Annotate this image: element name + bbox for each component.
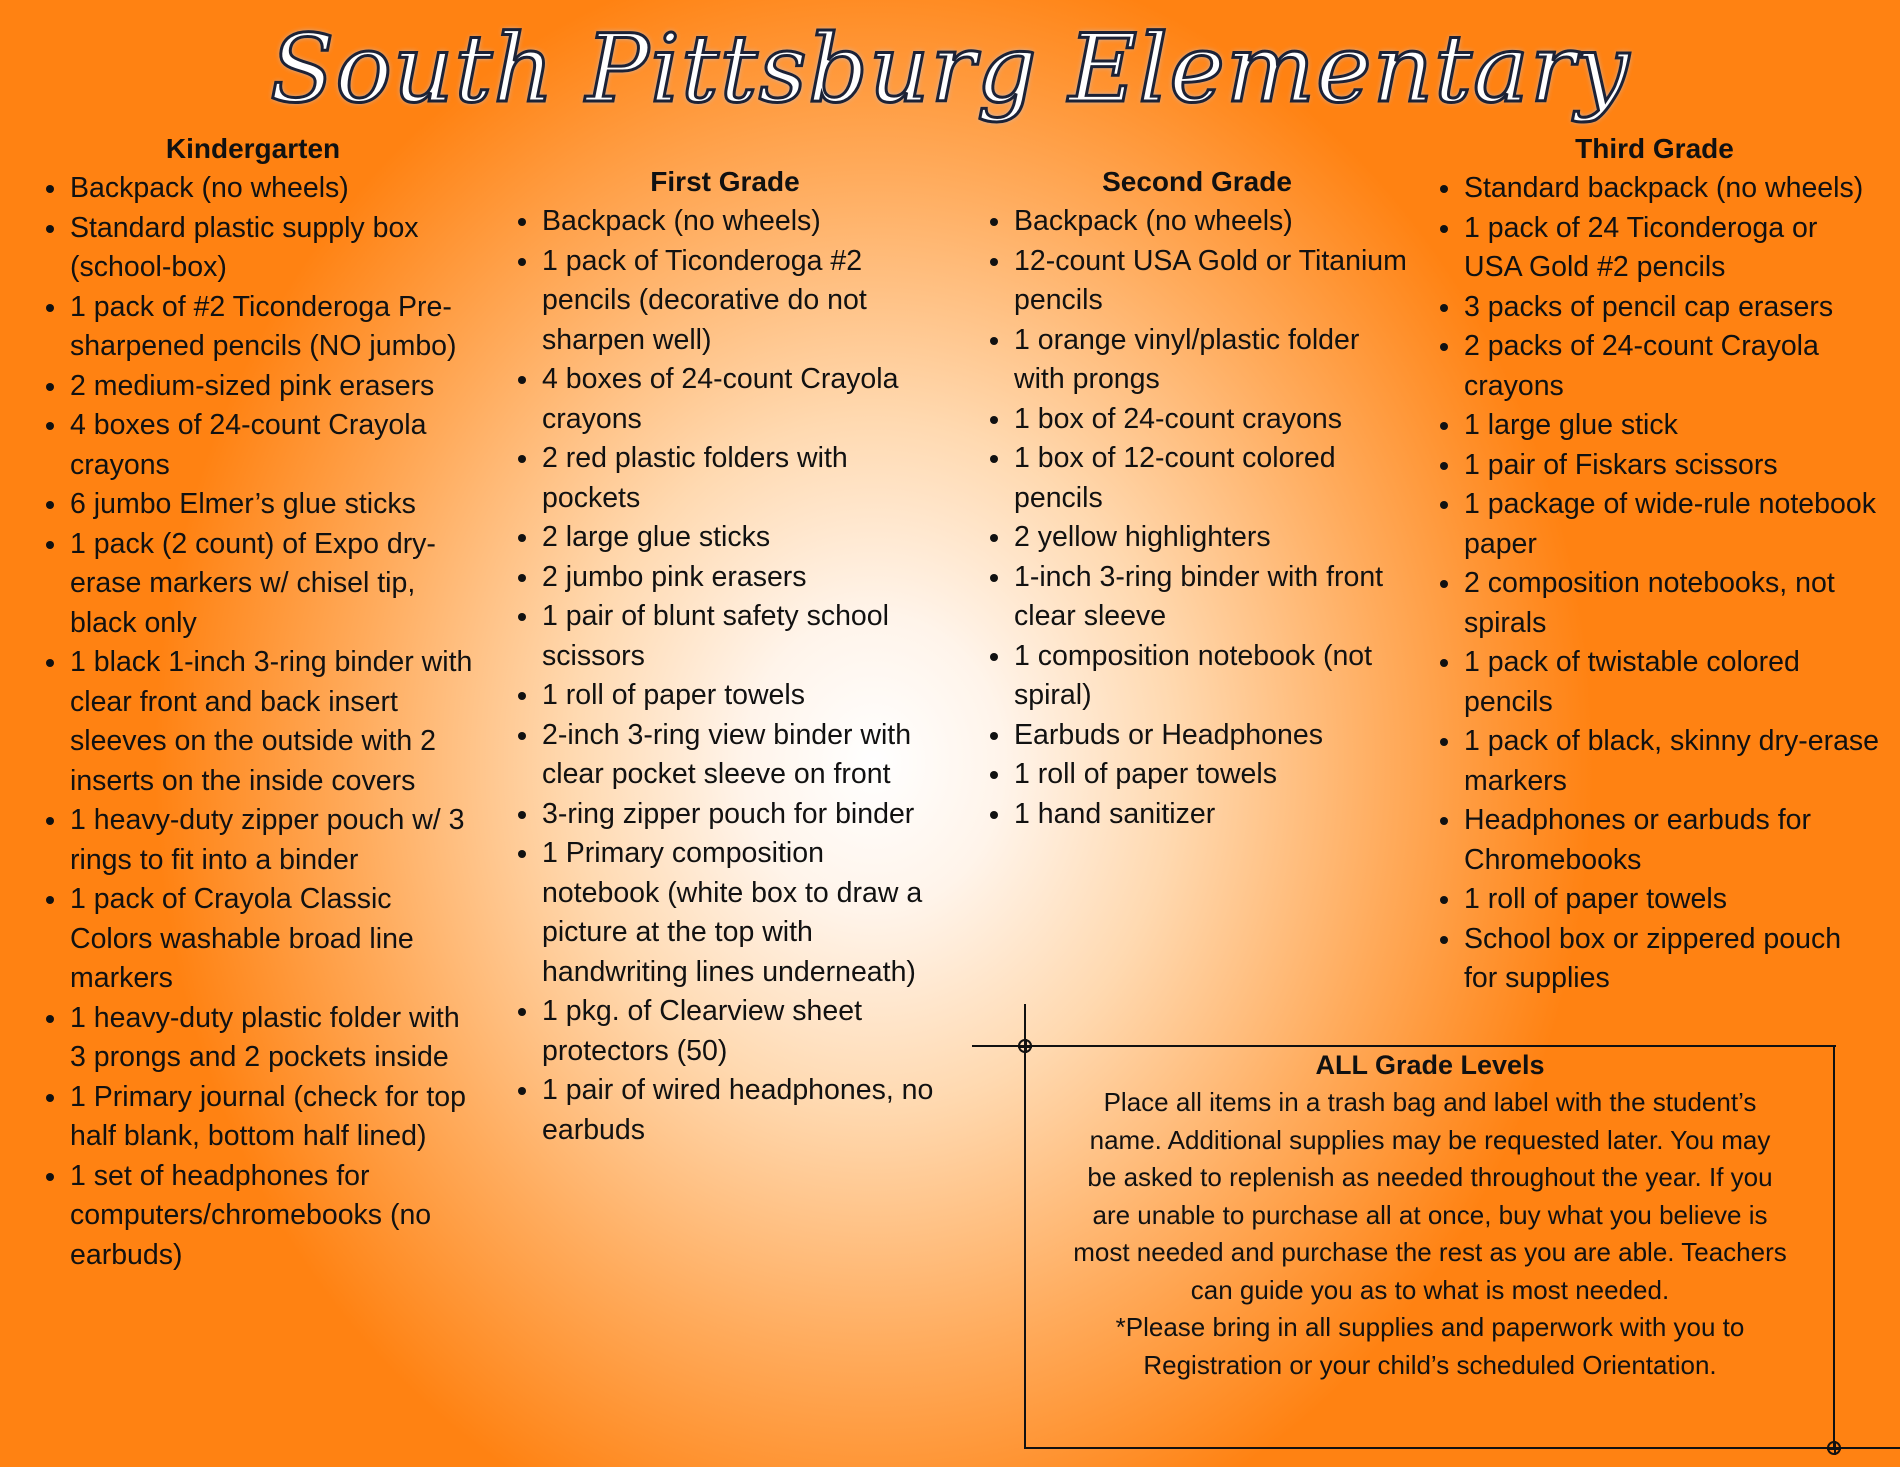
supply-item: • 1 heavy-duty plastic folder with 3 prongs and 2 pockets inside xyxy=(69,999,473,1078)
note-line: can guide you as to what is most needed. xyxy=(1190,1274,1670,1305)
supply-item: • 2 packs of 24-count Crayola crayons xyxy=(1463,327,1882,406)
supply-item: • 1 roll of paper towels xyxy=(1463,880,1882,920)
supply-item: • 1 heavy-duty zipper pouch w/ 3 rings to fit into a binder xyxy=(69,801,473,880)
supply-item: • 1 Primary journal (check for top half blank, bottom half lined) xyxy=(69,1078,473,1157)
column-heading: First Grade xyxy=(650,166,800,197)
supply-item: • 1 pack (2 count) of Expo dry-erase markers w/ chisel tip, black only xyxy=(69,525,473,644)
note-heading: ALL Grade Levels xyxy=(1315,1050,1545,1080)
supply-item: • 2 medium-sized pink erasers xyxy=(69,367,473,407)
note-line: most needed and purchase the rest as you are able. Teachers xyxy=(1073,1237,1787,1267)
supply-item: • 1 pack of twistable colored pencils xyxy=(1463,643,1882,722)
supply-item: • Backpack (no wheels) xyxy=(541,202,945,242)
note-line: Place all items in a trash bag and label with the student’s xyxy=(1103,1087,1757,1117)
supply-item: • 1 box of 24-count crayons xyxy=(1013,400,1417,440)
supply-item: • Backpack (no wheels) xyxy=(1013,202,1417,242)
supply-list xyxy=(1427,169,1882,999)
note-line: be asked to replenish as needed throughout the year. If you xyxy=(1087,1162,1773,1192)
second-grade-column xyxy=(977,164,1417,834)
supply-item: • 2 yellow highlighters xyxy=(1013,518,1417,558)
note-line: are unable to purchase all at once, buy what you believe is xyxy=(1092,1199,1768,1230)
supply-item: • 1 pack of 24 Ticonderoga or USA Gold #2 pencils xyxy=(1463,209,1882,288)
supply-item: • 6 jumbo Elmer’s glue sticks xyxy=(69,485,473,525)
supply-item: • 1 box of 12-count colored pencils xyxy=(1013,439,1417,518)
supply-item: • School box or zippered pouch for supplies xyxy=(1463,920,1882,999)
supply-item: • 1 roll of paper towels xyxy=(1013,755,1417,795)
supply-item: • 1 pair of blunt safety school scissors xyxy=(541,597,945,676)
third-grade-column xyxy=(1427,131,1882,999)
supply-item: • 1 orange vinyl/plastic folder with prongs xyxy=(1013,321,1417,400)
page-title: South Pittsburg Elementary xyxy=(270,15,1630,124)
frame-bottom-line xyxy=(1024,1447,1900,1449)
supply-item: • 1 pack of black, skinny dry-erase markers xyxy=(1463,722,1882,801)
supply-item: • 1 set of headphones for computers/chromebooks (no earbuds) xyxy=(69,1157,473,1276)
supply-item: • 2 large glue sticks xyxy=(541,518,945,558)
supply-item: • Backpack (no wheels) xyxy=(69,169,473,209)
supply-item: • 3 packs of pencil cap erasers xyxy=(1463,288,1882,328)
supply-item: • 1 hand sanitizer xyxy=(1013,795,1417,835)
supply-item: • 1 pack of #2 Ticonderoga Pre-sharpened pencils (NO jumbo) xyxy=(69,288,473,367)
kindergarten-column xyxy=(33,131,473,1275)
first-grade-column xyxy=(505,164,945,1150)
supply-item: • 4 boxes of 24-count Crayola crayons xyxy=(541,360,945,439)
supply-item: • 2 composition notebooks, not spirals xyxy=(1463,564,1882,643)
note-line: *Please bring in all supplies and paperwork with you to xyxy=(1115,1312,1745,1342)
supply-item: • Headphones or earbuds for Chromebooks xyxy=(1463,801,1882,880)
supply-item: • 1 large glue stick xyxy=(1463,406,1882,446)
supply-item: • 3-ring zipper pouch for binder xyxy=(541,795,945,835)
supply-item: • 4 boxes of 24-count Crayola crayons xyxy=(69,406,473,485)
note-line: Registration or your child’s scheduled Orientation. xyxy=(1143,1349,1717,1380)
supply-item: • 1 roll of paper towels xyxy=(541,676,945,716)
supply-list xyxy=(977,202,1417,834)
supply-item: • Standard plastic supply box (school-box) xyxy=(69,209,473,288)
note-line: name. Additional supplies may be requested later. You may xyxy=(1089,1124,1771,1155)
supply-item: • 1 pack of Crayola Classic Colors washable broad line markers xyxy=(69,880,473,999)
column-heading: Third Grade xyxy=(1575,133,1734,164)
supply-item: • 1 package of wide-rule notebook paper xyxy=(1463,485,1882,564)
supply-item: • 2-inch 3-ring view binder with clear pocket sleeve on front xyxy=(541,716,945,795)
all-grade-levels-note xyxy=(1025,1046,1835,1384)
supply-item: • 1 pack of Ticonderoga #2 pencils (decorative do not sharpen well) xyxy=(541,242,945,361)
supply-item: • 2 jumbo pink erasers xyxy=(541,558,945,598)
column-heading: Kindergarten xyxy=(165,133,341,164)
supply-item: • 1 pair of Fiskars scissors xyxy=(1463,446,1882,486)
supply-item: • 1 black 1-inch 3-ring binder with clear front and back insert sleeves on the outside with 2 inserts on the inside covers xyxy=(69,643,473,801)
supply-item: • Earbuds or Headphones xyxy=(1013,716,1417,756)
supply-item: • Standard backpack (no wheels) xyxy=(1463,169,1882,209)
supply-item: • 1-inch 3-ring binder with front clear sleeve xyxy=(1013,558,1417,637)
supply-item: • 1 composition notebook (not spiral) xyxy=(1013,637,1417,716)
supply-list xyxy=(33,169,473,1275)
frame-corner-circle-icon xyxy=(1827,1441,1841,1455)
column-heading: Second Grade xyxy=(1102,166,1292,197)
supply-item: • 1 Primary composition notebook (white box to draw a picture at the top with handwriting lines underneath) xyxy=(541,834,945,992)
supply-item: • 1 pkg. of Clearview sheet protectors (50) xyxy=(541,992,945,1071)
supply-item: • 12-count USA Gold or Titanium pencils xyxy=(1013,242,1417,321)
supply-item: • 2 red plastic folders with pockets xyxy=(541,439,945,518)
supply-item: • 1 pair of wired headphones, no earbuds xyxy=(541,1071,945,1150)
supply-list xyxy=(505,202,945,1150)
